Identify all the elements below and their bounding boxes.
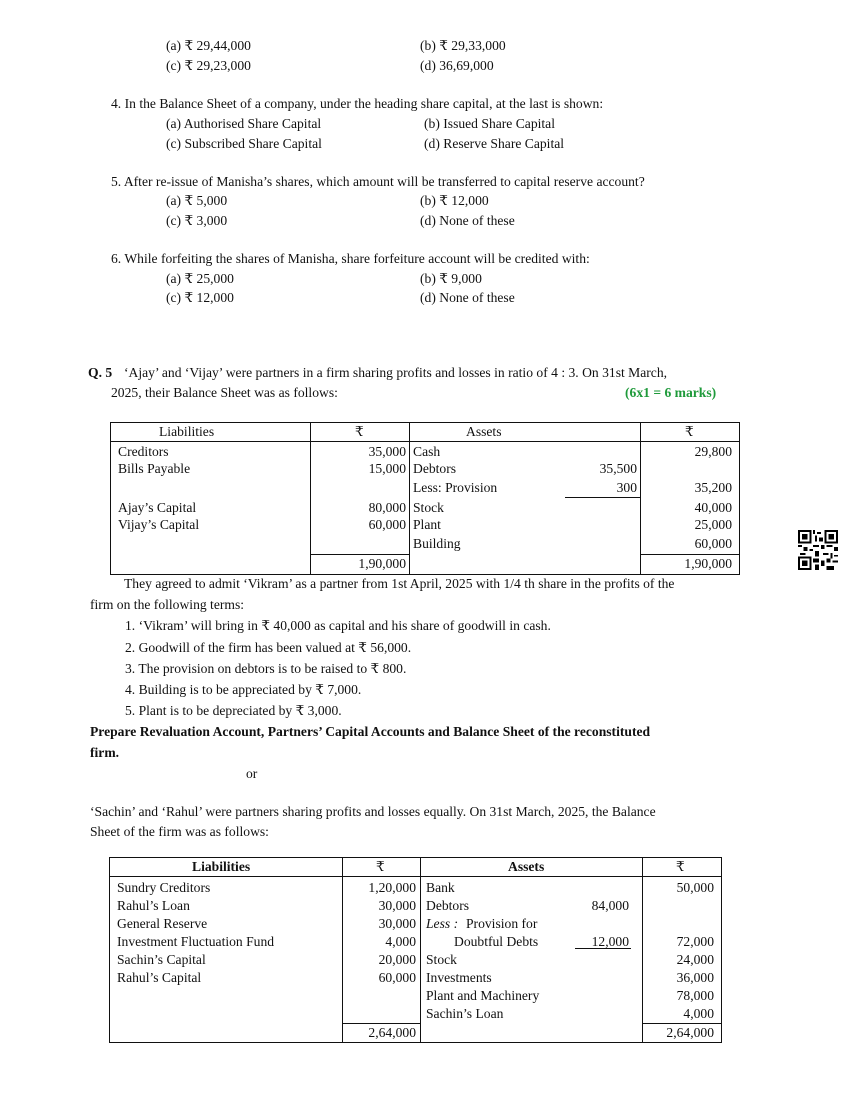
sheet1-liab-ajay-capital: Ajay’s Capital <box>118 500 197 515</box>
sheet2-asset-sachin-loan-amt: 4,000 <box>683 1006 714 1021</box>
q3-option-c: (c) ₹ 29,23,000 <box>166 58 251 73</box>
term-item: 5. Plant is to be depreciated by ₹ 3,000. <box>125 703 342 718</box>
sheet1-asset-cash-amt: 29,800 <box>694 444 732 459</box>
sheet1-liab-ajay-capital-amt: 80,000 <box>368 500 406 515</box>
sheet1-asset-building: Building <box>413 536 461 551</box>
marks-label: (6x1 = 6 marks) <box>625 385 717 400</box>
sheet2-asset-provision-for: Provision for <box>466 916 538 931</box>
q5-sub-option-d: (d) None of these <box>420 213 515 228</box>
q6-option-b: (b) ₹ 9,000 <box>420 271 482 286</box>
term-item: 1. ‘Vikram’ will bring in ₹ 40,000 as capital and his share of goodwill in cash. <box>125 618 551 633</box>
qr-code-icon <box>798 530 838 570</box>
sheet1-header-rupee-1: ₹ <box>355 424 364 439</box>
sheet1-liab-creditors: Creditors <box>118 444 169 459</box>
q5-sub-option-c: (c) ₹ 3,000 <box>166 213 228 228</box>
sheet2-liab-sundry-creditors-amt: 1,20,000 <box>368 880 416 895</box>
question-number: Q. 5 <box>88 365 113 380</box>
sheet2-liab-sachin-capital: Sachin’s Capital <box>117 952 206 967</box>
q5-sub-text: 5. After re-issue of Manisha’s shares, which amount will be transferred to capital reserve account? <box>111 174 645 189</box>
sheet2-asset-bank: Bank <box>426 880 455 895</box>
sheet1-asset-debtors: Debtors <box>413 461 457 476</box>
q6-option-d: (d) None of these <box>420 290 515 305</box>
sheet2-liab-rahul-loan-amt: 30,000 <box>378 898 416 913</box>
q4-text: 4. In the Balance Sheet of a company, under the heading share capital, at the last is shown: <box>111 96 604 111</box>
sheet2-asset-debtors: Debtors <box>426 898 470 913</box>
sheet2-header-liabilities: Liabilities <box>192 859 251 874</box>
q6-option-c: (c) ₹ 12,000 <box>166 290 234 305</box>
sheet1-asset-provision-amt: 300 <box>616 480 637 495</box>
sheet2-header-assets: Assets <box>508 859 545 874</box>
sheet1-header-rupee-2: ₹ <box>685 424 694 439</box>
sheet1-asset-plant: Plant <box>413 517 441 532</box>
q4-option-a: (a) Authorised Share Capital <box>166 116 322 131</box>
terms-intro-1: They agreed to admit ‘Vikram’ as a partner from 1st April, 2025 with 1/4 th share in the profits of the <box>124 576 675 591</box>
sheet2-liab-rahul-capital-amt: 60,000 <box>378 970 416 985</box>
sheet1-header-liabilities: Liabilities <box>159 424 215 439</box>
sheet2-header-rupee-1: ₹ <box>376 859 385 874</box>
q4-option-c: (c) Subscribed Share Capital <box>166 136 322 151</box>
sheet2-asset-sachin-loan: Sachin’s Loan <box>426 1006 504 1021</box>
balance-sheet-ajay-vijay <box>110 422 740 575</box>
sheet1-asset-cash: Cash <box>413 444 441 459</box>
alt-question-line-1: ‘Sachin’ and ‘Rahul’ were partners sharing profits and losses equally. On 31st March, 2025, the Balance <box>90 804 656 819</box>
sheet2-total-assets: 2,64,000 <box>666 1025 714 1040</box>
sheet2-liab-sundry-creditors: Sundry Creditors <box>117 880 211 895</box>
sheet2-asset-provision-amt: 12,000 <box>591 934 629 949</box>
terms-intro-2: firm on the following terms: <box>90 597 245 612</box>
sheet2-liab-ifr: Investment Fluctuation Fund <box>117 934 275 949</box>
question-line-2: 2025, their Balance Sheet was as follows: <box>111 385 338 400</box>
sheet1-liab-bills-payable-amt: 15,000 <box>368 461 406 476</box>
sheet2-asset-stock: Stock <box>426 952 457 967</box>
sheet2-asset-debtors-net: 72,000 <box>676 934 714 949</box>
sheet1-asset-plant-amt: 25,000 <box>694 517 732 532</box>
sheet1-liab-vijay-capital-amt: 60,000 <box>368 517 406 532</box>
q6-text: 6. While forfeiting the shares of Manisha, share forfeiture account will be credited with: <box>111 251 590 266</box>
sheet2-liab-general-reserve-amt: 30,000 <box>378 916 416 931</box>
sheet2-liab-general-reserve: General Reserve <box>117 916 208 931</box>
balance-sheet-sachin-rahul <box>109 857 722 1043</box>
term-item: 3. The provision on debtors is to be raised to ₹ 800. <box>125 661 407 676</box>
sheet2-liab-rahul-loan: Rahul’s Loan <box>117 898 190 913</box>
sheet1-asset-debtors-sub: 35,500 <box>599 461 637 476</box>
sheet2-asset-debtors-sub: 84,000 <box>591 898 629 913</box>
sheet1-total-liabilities: 1,90,000 <box>358 556 406 571</box>
sheet2-asset-investments: Investments <box>426 970 492 985</box>
q4-option-b: (b) Issued Share Capital <box>424 116 555 131</box>
or-separator: or <box>246 766 258 781</box>
sheet2-liab-sachin-capital-amt: 20,000 <box>378 952 416 967</box>
q5-sub-option-a: (a) ₹ 5,000 <box>166 193 228 208</box>
sheet2-asset-investments-amt: 36,000 <box>676 970 714 985</box>
sheet1-asset-building-amt: 60,000 <box>694 536 732 551</box>
sheet1-asset-debtors-net: 35,200 <box>694 480 732 495</box>
sheet2-asset-stock-amt: 24,000 <box>676 952 714 967</box>
term-item: 2. Goodwill of the firm has been valued at ₹ 56,000. <box>125 640 412 655</box>
term-item: 4. Building is to be appreciated by ₹ 7,000. <box>125 682 362 697</box>
sheet1-liab-bills-payable: Bills Payable <box>118 461 191 476</box>
sheet2-asset-plant-amt: 78,000 <box>676 988 714 1003</box>
sheet1-asset-stock-amt: 40,000 <box>694 500 732 515</box>
q3-option-a: (a) ₹ 29,44,000 <box>166 38 251 53</box>
q6-option-a: (a) ₹ 25,000 <box>166 271 234 286</box>
prepare-instruction-1: Prepare Revaluation Account, Partners’ Capital Accounts and Balance Sheet of the reconstituted <box>90 724 651 739</box>
q5-sub-option-b: (b) ₹ 12,000 <box>420 193 489 208</box>
sheet1-liab-creditors-amt: 35,000 <box>368 444 406 459</box>
sheet2-asset-less: Less : <box>426 916 459 931</box>
sheet1-asset-stock: Stock <box>413 500 444 515</box>
sheet2-asset-plant: Plant and Machinery <box>426 988 540 1003</box>
q4-option-d: (d) Reserve Share Capital <box>424 136 565 151</box>
sheet1-header-assets: Assets <box>466 424 502 439</box>
sheet2-liab-rahul-capital: Rahul’s Capital <box>117 970 202 985</box>
sheet2-liab-ifr-amt: 4,000 <box>385 934 416 949</box>
alt-question-line-2: Sheet of the firm was as follows: <box>90 824 269 839</box>
sheet1-total-assets: 1,90,000 <box>684 556 732 571</box>
sheet2-asset-doubtful-debts: Doubtful Debts <box>454 934 539 949</box>
sheet2-total-liabilities: 2,64,000 <box>368 1025 416 1040</box>
sheet1-liab-vijay-capital: Vijay’s Capital <box>118 517 200 532</box>
sheet2-header-rupee-2: ₹ <box>676 859 685 874</box>
question-line-1: ‘Ajay’ and ‘Vijay’ were partners in a firm sharing profits and losses in ratio of 4 : 3. On 31st March, <box>124 365 668 380</box>
sheet2-asset-bank-amt: 50,000 <box>676 880 714 895</box>
sheet1-asset-less-provision: Less: Provision <box>413 480 498 495</box>
prepare-instruction-2: firm. <box>90 745 120 760</box>
q3-option-b: (b) ₹ 29,33,000 <box>420 38 506 53</box>
q3-option-d: (d) 36,69,000 <box>420 58 494 73</box>
